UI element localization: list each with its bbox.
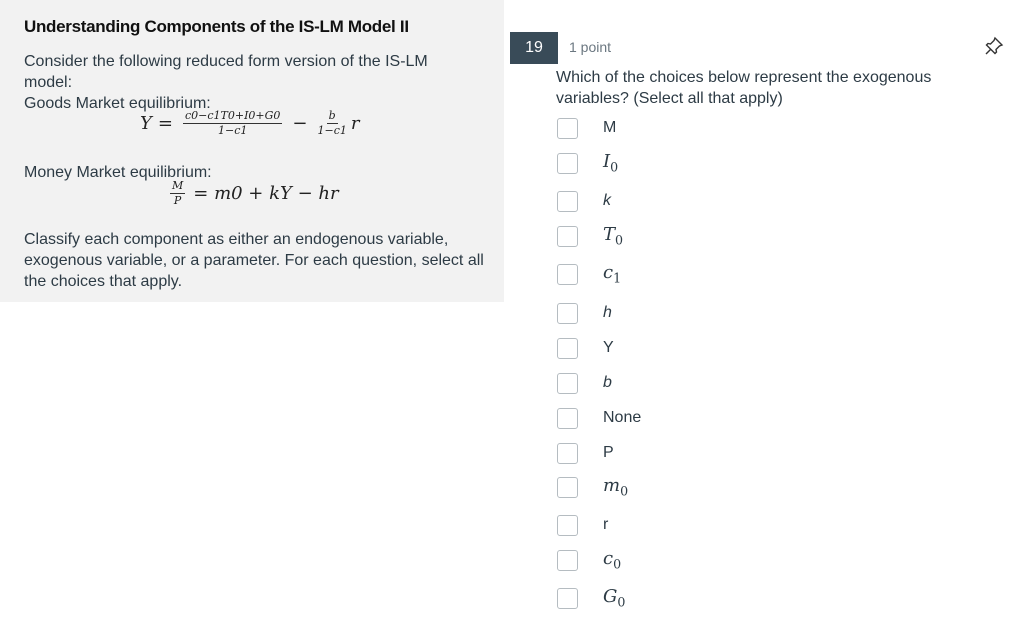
eq1-tail: r [350,113,360,134]
eq1-fraction-2 [318,110,347,137]
answer-choice[interactable] [557,548,622,572]
answer-choice[interactable] [557,475,629,499]
eq1-lhs: Y [140,113,152,134]
answer-choice[interactable] [557,117,617,139]
choice-label: r [603,516,609,533]
goods-market-equation [140,110,360,137]
checkbox[interactable] [557,226,578,247]
eq1-frac1-denominator: 1−c1 [218,124,248,137]
checkbox[interactable] [557,153,578,174]
eq1-frac2-numerator: b [328,109,336,122]
answer-choice[interactable] [557,586,626,610]
context-title: Understanding Components of the IS-LM Model II [24,17,409,36]
choice-label: $m_0$ [603,475,629,499]
choice-label: $c_0$ [603,548,622,572]
goods-market-label: Goods Market equilibrium: [24,95,211,112]
choice-label: None [603,409,642,426]
eq1-equals: = [157,113,173,134]
eq1-fraction-1 [183,110,282,137]
money-market-label: Money Market equilibrium: [24,164,212,181]
checkbox[interactable] [557,515,578,536]
answer-choice[interactable] [557,190,611,212]
choice-label: Y [603,339,614,356]
choice-label: $G_0$ [603,586,626,610]
checkbox[interactable] [557,303,578,324]
answer-choice[interactable] [557,407,642,429]
checkbox[interactable] [557,338,578,359]
question-text: Which of the choices below represent the exogenous variables? (Select all that apply) [556,69,932,107]
checkbox[interactable] [557,443,578,464]
answer-choice[interactable] [557,151,619,175]
instructions-text: Classify each component as either an endogenous variable, exogenous variable, or a parameter. For each question, select all the choices that apply. [24,231,484,290]
choice-label: P [603,444,614,461]
eq2-rhs: = m0 + kY − hr [193,183,339,204]
answer-choice[interactable] [557,337,614,359]
answer-choice[interactable] [557,224,624,248]
checkbox[interactable] [557,477,578,498]
eq2-frac-denominator: P [173,194,182,207]
answer-choice[interactable] [557,372,612,394]
choice-label: $I_0$ [603,151,619,175]
checkbox[interactable] [557,588,578,609]
pin-icon[interactable] [984,36,1004,56]
choice-label: k [603,192,611,209]
checkbox[interactable] [557,550,578,571]
eq1-minus: − [292,113,308,134]
money-market-equation [166,180,339,207]
answer-choice[interactable] [557,514,609,536]
checkbox[interactable] [557,408,578,429]
choice-label: b [603,374,612,391]
choice-label: M [603,119,617,136]
question-points: 1 point [569,39,612,55]
eq1-frac1-numerator: c0−c1T0+I0+G0 [184,109,281,122]
eq2-fraction [170,180,185,207]
eq1-frac2-denominator: 1−c1 [317,124,347,137]
eq2-frac-numerator: M [172,179,184,192]
choice-label: h [603,304,612,321]
answer-choice[interactable] [557,442,614,464]
checkbox[interactable] [557,191,578,212]
choice-label: $c_1$ [603,262,622,286]
answer-choice[interactable] [557,302,612,324]
checkbox[interactable] [557,373,578,394]
checkbox[interactable] [557,264,578,285]
question-number-badge: 19 [510,32,558,64]
intro-text: Consider the following reduced form version of the IS-LM model: [24,53,428,91]
checkbox[interactable] [557,118,578,139]
choice-label: $T_0$ [603,224,624,248]
answer-choice[interactable] [557,262,622,286]
